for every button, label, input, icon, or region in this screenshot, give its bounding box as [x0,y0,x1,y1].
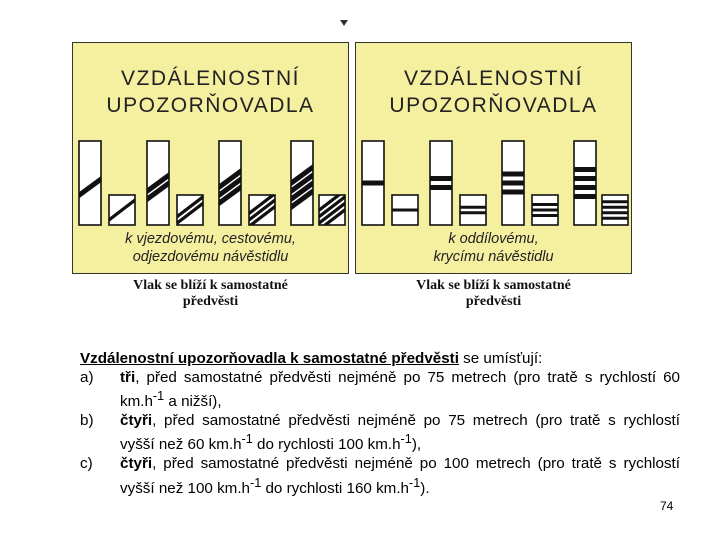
right-board-3 [430,141,452,225]
left-board-6 [245,191,279,228]
right-stripe [602,211,628,214]
right-stripe [602,206,628,209]
right-panel-title [356,65,631,119]
left-label-line1: Vlak se blíží k samostatné [133,278,288,293]
item-b-body [120,412,680,455]
right-stripe [460,211,486,214]
right-stripe [602,217,628,220]
right-panel-caption [356,230,631,266]
right-stripe [532,209,558,212]
signal-figure [72,42,632,317]
left-panel-caption [73,230,348,266]
right-title-line1: VZDÁLENOSTNÍ [403,67,584,90]
right-stripe [362,181,384,186]
item-b-bold: čtyři [120,411,153,429]
right-stripe [392,209,418,212]
left-situation-label [72,278,349,310]
intro-rest: se umísťují: [458,350,543,367]
right-board-5 [502,141,524,225]
left-panel-title [73,65,348,119]
item-c-body [120,455,680,498]
right-board-6 [532,195,558,225]
right-boards [356,135,633,227]
item-a-bold: tři [120,368,136,386]
top-marker [340,20,348,26]
left-caption-line2: odjezdovému návěstidlu [132,249,289,265]
rules-text [80,350,680,498]
right-label-line2: předvěsti [465,294,522,309]
left-boards [73,135,350,227]
list-item-b [80,412,680,455]
right-stripe [532,214,558,217]
right-label-line1: Vlak se blíží k samostatné [416,278,571,293]
left-title-line2: UPOZORŇOVADLA [106,94,315,117]
right-board-2 [392,195,418,225]
right-panel [355,42,632,274]
right-stripe [430,185,452,190]
left-board-7 [287,141,317,225]
right-stripe [502,172,524,177]
left-panel [72,42,349,274]
item-c-sup1: -1 [250,475,262,490]
right-stripe [460,206,486,209]
item-a-label: a) [80,368,94,386]
right-stripe [502,181,524,186]
right-stripe [574,167,596,172]
right-stripe [602,200,628,203]
right-board-4 [460,195,486,225]
item-b-sup1: -1 [241,432,253,447]
right-caption-line1: k oddílovému, [448,231,539,247]
left-board-1 [75,141,105,225]
item-b-sup2: -1 [400,432,412,447]
left-board-2 [105,195,139,225]
right-board-8 [602,195,628,225]
right-stripe [532,203,558,206]
right-stripe [574,185,596,190]
item-c-bold: čtyři [120,455,153,473]
item-a-body [120,369,680,412]
page-number: 74 [660,499,674,513]
right-stripe [574,194,596,199]
intro-line [80,350,680,369]
right-board-1 [362,141,384,225]
right-stripe [574,176,596,181]
item-c-rest2: do rychlosti 160 km.h [261,479,409,497]
item-a-rest: , před samostatné předvěsti nejméně po 75 metrech (pro tratě s rychlostí 60 km.h [120,368,680,411]
left-board-5 [215,141,245,225]
left-board-8 [315,187,349,227]
list-item-c [80,455,680,498]
item-b-label: b) [80,411,94,429]
left-label-line2: předvěsti [182,294,239,309]
right-stripe [502,190,524,195]
item-c-rest3: ). [420,479,430,497]
item-b-rest2: do rychlosti 100 km.h [252,436,401,454]
item-c-label: c) [80,455,93,473]
item-b-rest: , před samostatné předvěsti nejméně po 75 metrech (pro tratě s rychlostí vyšší než 60 km.h [120,411,680,454]
item-a-sup1: -1 [152,389,165,404]
item-b-rest3: ), [411,436,422,454]
item-a-rest2: a nižší), [164,393,222,411]
item-c-rest: , před samostatné předvěsti nejméně po 100 metrech (pro tratě s rychlostí vyšší než 100 km.h [120,455,680,497]
right-board-7 [574,141,596,225]
left-caption-line1: k vjezdovému, cestovému, [125,231,296,247]
intro-bold: Vzdálenostní upozorňovadla k samostatné předvěsti [80,350,459,367]
left-board-3 [143,141,173,225]
right-title-line2: UPOZORŇOVADLA [389,94,598,117]
right-caption-line2: krycímu návěstidlu [433,249,554,265]
right-situation-label [355,278,632,310]
left-title-line1: VZDÁLENOSTNÍ [120,67,301,90]
list-item-a [80,369,680,412]
right-stripe [430,176,452,181]
item-c-sup2: -1 [409,475,421,490]
left-board-4 [173,194,207,227]
